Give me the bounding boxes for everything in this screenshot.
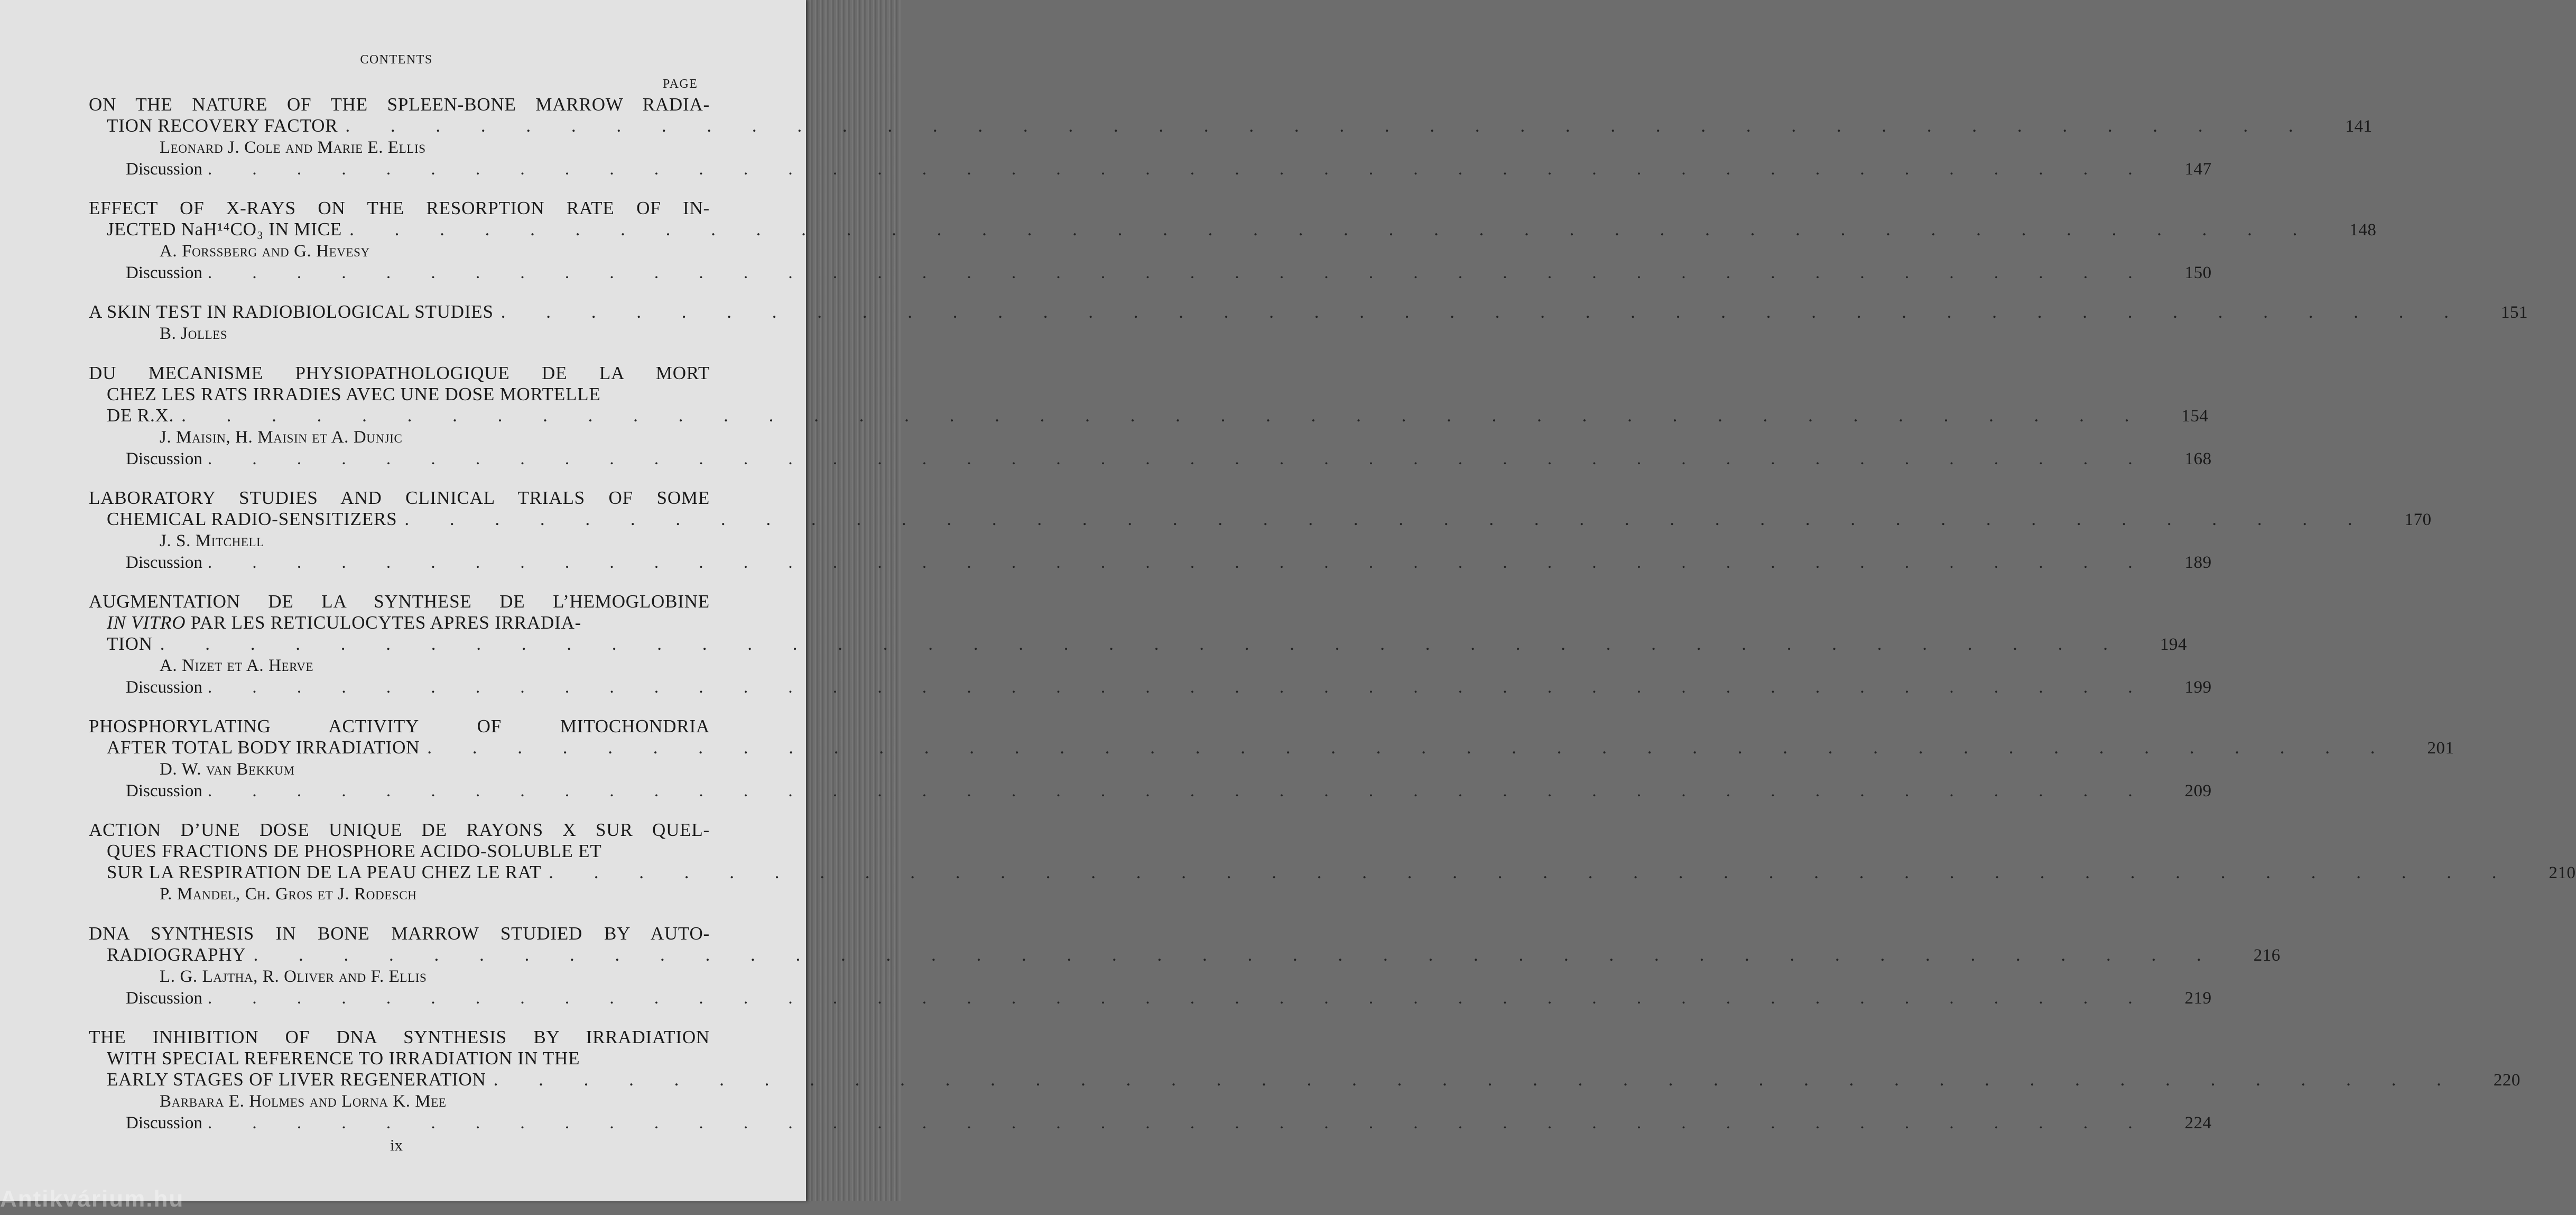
entry-title-text: PHOSPHORYLATING ACTIVITY OF MITOCHONDRIA <box>89 716 710 737</box>
entry-authors: D. W. van Bekkum <box>160 760 295 779</box>
discussion-label: Discussion <box>126 781 202 800</box>
toc-entry <box>89 1027 2521 1134</box>
entry-title-text: QUES FRACTIONS DE PHOSPHORE ACIDO-SOLUBLE ET <box>107 841 602 861</box>
dot-leader: . . . . . . . . . . . . . . . . . . . . . . . . . . . . . . . . . . . . . . . . . . . . <box>207 678 2151 697</box>
entry-title-text: DU MECANISME PHYSIOPATHOLOGIQUE DE LA MORT <box>89 363 710 383</box>
discussion-line <box>89 552 2212 573</box>
entry-title-text: JECTED NaH¹⁴CO₃ IN MICE <box>107 219 342 240</box>
dot-leader: . . . . . . . . . . . . . . . . . . . . . . . . . . . . . . . . . . . . . . . . . . . . <box>493 1069 2459 1090</box>
dot-leader: . . . . . . . . . . . . . . . . . . . . . . . . . . . . . . . . . . . . . . . . . . . . <box>253 944 2219 965</box>
discussion-page-number: 199 <box>2184 678 2212 697</box>
page-folio: ix <box>390 1136 403 1154</box>
entry-title-line <box>89 1048 710 1069</box>
discussion-page-number: 219 <box>2184 989 2212 1008</box>
discussion-label: Discussion <box>126 160 202 179</box>
entry-authors: A. Forssberg and G. Hevesy <box>160 242 370 261</box>
dot-leader: . . . . . . . . . . . . . . . . . . . . . . . . . . . . . . . . . . . . . . . . . . . . <box>160 633 2126 654</box>
dot-leader: . . . . . . . . . . . . . . . . . . . . . . . . . . . . . . . . . . . . . . . . . . . . <box>549 862 2515 882</box>
entry-title-text: CHEZ LES RATS IRRADIES AVEC UNE DOSE MORTELLE <box>107 384 601 404</box>
entry-authors: L. G. Lajtha, R. Oliver and F. Ellis <box>160 967 427 986</box>
entry-title-line <box>89 405 2209 426</box>
dot-leader: . . . . . . . . . . . . . . . . . . . . . . . . . . . . . . . . . . . . . . . . . . . . <box>207 1113 2151 1133</box>
entry-title-text: SUR LA RESPIRATION DE LA PEAU CHEZ LE RAT <box>107 862 542 882</box>
entry-page-number: 151 <box>2500 303 2528 322</box>
entry-title-line <box>89 612 710 633</box>
entry-title-line <box>89 384 710 405</box>
entry-page-number: 220 <box>2493 1071 2521 1090</box>
entry-title-line <box>89 301 2528 323</box>
toc-entry <box>89 716 2454 802</box>
entry-title-line <box>89 509 2432 530</box>
toc-entry <box>89 363 2212 470</box>
entry-title-line <box>89 923 710 944</box>
discussion-label: Discussion <box>126 989 202 1008</box>
background-stripes <box>793 0 901 1201</box>
discussion-page-number: 209 <box>2184 781 2212 800</box>
discussion-line <box>89 1112 2212 1134</box>
discussion-line <box>89 677 2212 698</box>
watermark: Antikvárium.hu <box>0 1186 184 1212</box>
entry-page-number: 201 <box>2427 739 2454 758</box>
dot-leader: . . . . . . . . . . . . . . . . . . . . . . . . . . . . . . . . . . . . . . . . . . . . <box>207 989 2151 1008</box>
entry-title-text: LABORATORY STUDIES AND CLINICAL TRIALS OF SOME <box>89 487 710 508</box>
entry-title-text: EFFECT OF X-RAYS ON THE RESORPTION RATE OF IN- <box>89 198 710 218</box>
entry-title-text: AUGMENTATION DE LA SYNTHESE DE L’HEMOGLOBINE <box>89 591 710 612</box>
entry-title-line <box>89 363 710 384</box>
dot-leader: . . . . . . . . . . . . . . . . . . . . . . . . . . . . . . . . . . . . . . . . . . . . <box>207 160 2151 179</box>
dot-leader: . . . . . . . . . . . . . . . . . . . . . . . . . . . . . . . . . . . . . . . . . . . . <box>207 263 2151 282</box>
entry-title-text: AFTER TOTAL BODY IRRADIATION <box>107 737 420 758</box>
entry-title-text: EARLY STAGES OF LIVER REGENERATION <box>107 1069 486 1090</box>
discussion-label: Discussion <box>126 263 202 282</box>
entry-title-line <box>89 487 710 509</box>
entry-title-line <box>89 115 2373 136</box>
entry-page-number: 141 <box>2345 117 2373 136</box>
dot-leader: . . . . . . . . . . . . . . . . . . . . . . . . . . . . . . . . . . . . . . . . . . . . <box>404 509 2370 529</box>
dot-leader: . . . . . . . . . . . . . . . . . . . . . . . . . . . . . . . . . . . . . . . . . . . . <box>427 737 2393 758</box>
discussion-line <box>89 780 2212 802</box>
dot-leader: . . . . . . . . . . . . . . . . . . . . . . . . . . . . . . . . . . . . . . . . . . . . <box>501 301 2467 322</box>
entry-title-line <box>89 94 710 115</box>
entry-title-line <box>89 1027 710 1048</box>
discussion-line <box>89 262 2212 283</box>
entry-page-number: 194 <box>2160 635 2188 654</box>
entry-title-line <box>89 219 2377 240</box>
entry-title-text: IN VITRO PAR LES RETICULOCYTES APRES IRRADIA- <box>107 612 582 633</box>
discussion-label: Discussion <box>126 1113 202 1133</box>
discussion-label: Discussion <box>126 678 202 697</box>
entry-title-line <box>89 591 710 612</box>
discussion-page-number: 147 <box>2184 160 2212 179</box>
dot-leader: . . . . . . . . . . . . . . . . . . . . . . . . . . . . . . . . . . . . . . . . . . . . <box>207 781 2151 800</box>
entry-title-line <box>89 633 2188 655</box>
toc-entry <box>89 487 2432 573</box>
toc-entry <box>89 820 2576 905</box>
entry-title-text: ACTION D’UNE DOSE UNIQUE DE RAYONS X SUR QUEL- <box>89 820 710 840</box>
entry-title-line <box>89 716 710 737</box>
entry-title-text: RADIOGRAPHY <box>107 944 246 965</box>
dot-leader: . . . . . . . . . . . . . . . . . . . . . . . . . . . . . . . . . . . . . . . . . . . . <box>345 115 2311 136</box>
entry-title-text: DNA SYNTHESIS IN BONE MARROW STUDIED BY AUTO- <box>89 923 710 944</box>
entry-title-text: WITH SPECIAL REFERENCE TO IRRADIATION IN THE <box>107 1048 580 1069</box>
discussion-page-number: 189 <box>2184 553 2212 572</box>
entry-authors: B. Jolles <box>160 324 228 343</box>
entry-title-line <box>89 820 710 841</box>
toc-entry <box>89 301 2528 345</box>
entry-page-number: 148 <box>2349 220 2377 240</box>
entry-title-text: CHEMICAL RADIO-SENSITIZERS <box>107 509 397 529</box>
dot-leader: . . . . . . . . . . . . . . . . . . . . . . . . . . . . . . . . . . . . . . . . . . . . <box>349 219 2315 240</box>
discussion-label: Discussion <box>126 553 202 572</box>
dot-leader: . . . . . . . . . . . . . . . . . . . . . . . . . . . . . . . . . . . . . . . . . . . . <box>207 553 2151 572</box>
entry-title-line <box>89 737 2454 758</box>
entry-page-number: 210 <box>2549 863 2576 882</box>
toc-entry <box>89 198 2377 283</box>
entry-authors: Barbara E. Holmes and Lorna K. Mee <box>160 1092 447 1111</box>
entry-title-line <box>89 198 710 219</box>
page-column-label: PAGE <box>663 77 698 91</box>
entry-title-text: DE R.X. <box>107 405 174 426</box>
entry-title-line <box>89 1069 2521 1090</box>
entry-title-line <box>89 944 2281 965</box>
entry-authors: J. S. Mitchell <box>160 531 264 550</box>
discussion-page-number: 168 <box>2184 449 2212 468</box>
dot-leader: . . . . . . . . . . . . . . . . . . . . . . . . . . . . . . . . . . . . . . . . . . . . <box>181 405 2147 426</box>
toc-entries <box>89 94 2576 1152</box>
entry-title-text: A SKIN TEST IN RADIOBIOLOGICAL STUDIES <box>89 301 494 322</box>
entry-title-text: TION <box>107 633 153 654</box>
entry-authors: J. Maisin, H. Maisin et A. Dunjic <box>160 428 403 447</box>
discussion-label: Discussion <box>126 449 202 468</box>
contents-heading: CONTENTS <box>360 53 433 67</box>
entry-authors: A. Nizet et A. Herve <box>160 656 314 675</box>
entry-title-text: THE INHIBITION OF DNA SYNTHESIS BY IRRADIATION <box>89 1027 710 1047</box>
entry-page-number: 154 <box>2181 407 2209 426</box>
discussion-page-number: 224 <box>2184 1113 2212 1133</box>
discussion-line <box>89 988 2212 1009</box>
discussion-page-number: 150 <box>2184 263 2212 282</box>
entry-page-number: 170 <box>2404 510 2432 529</box>
discussion-line <box>89 448 2212 470</box>
entry-page-number: 216 <box>2253 946 2281 965</box>
entry-authors: Leonard J. Cole and Marie E. Ellis <box>160 138 426 157</box>
entry-title-line <box>89 862 2576 883</box>
toc-entry <box>89 923 2281 1009</box>
entry-authors: P. Mandel, Ch. Gros et J. Rodesch <box>160 885 417 904</box>
toc-entry <box>89 591 2212 698</box>
entry-title-text: TION RECOVERY FACTOR <box>107 115 338 136</box>
toc-entry <box>89 94 2373 180</box>
discussion-line <box>89 159 2212 180</box>
dot-leader: . . . . . . . . . . . . . . . . . . . . . . . . . . . . . . . . . . . . . . . . . . . . <box>207 449 2151 468</box>
entry-title-line <box>89 841 710 862</box>
entry-title-text: ON THE NATURE OF THE SPLEEN-BONE MARROW RADIA- <box>89 94 710 115</box>
